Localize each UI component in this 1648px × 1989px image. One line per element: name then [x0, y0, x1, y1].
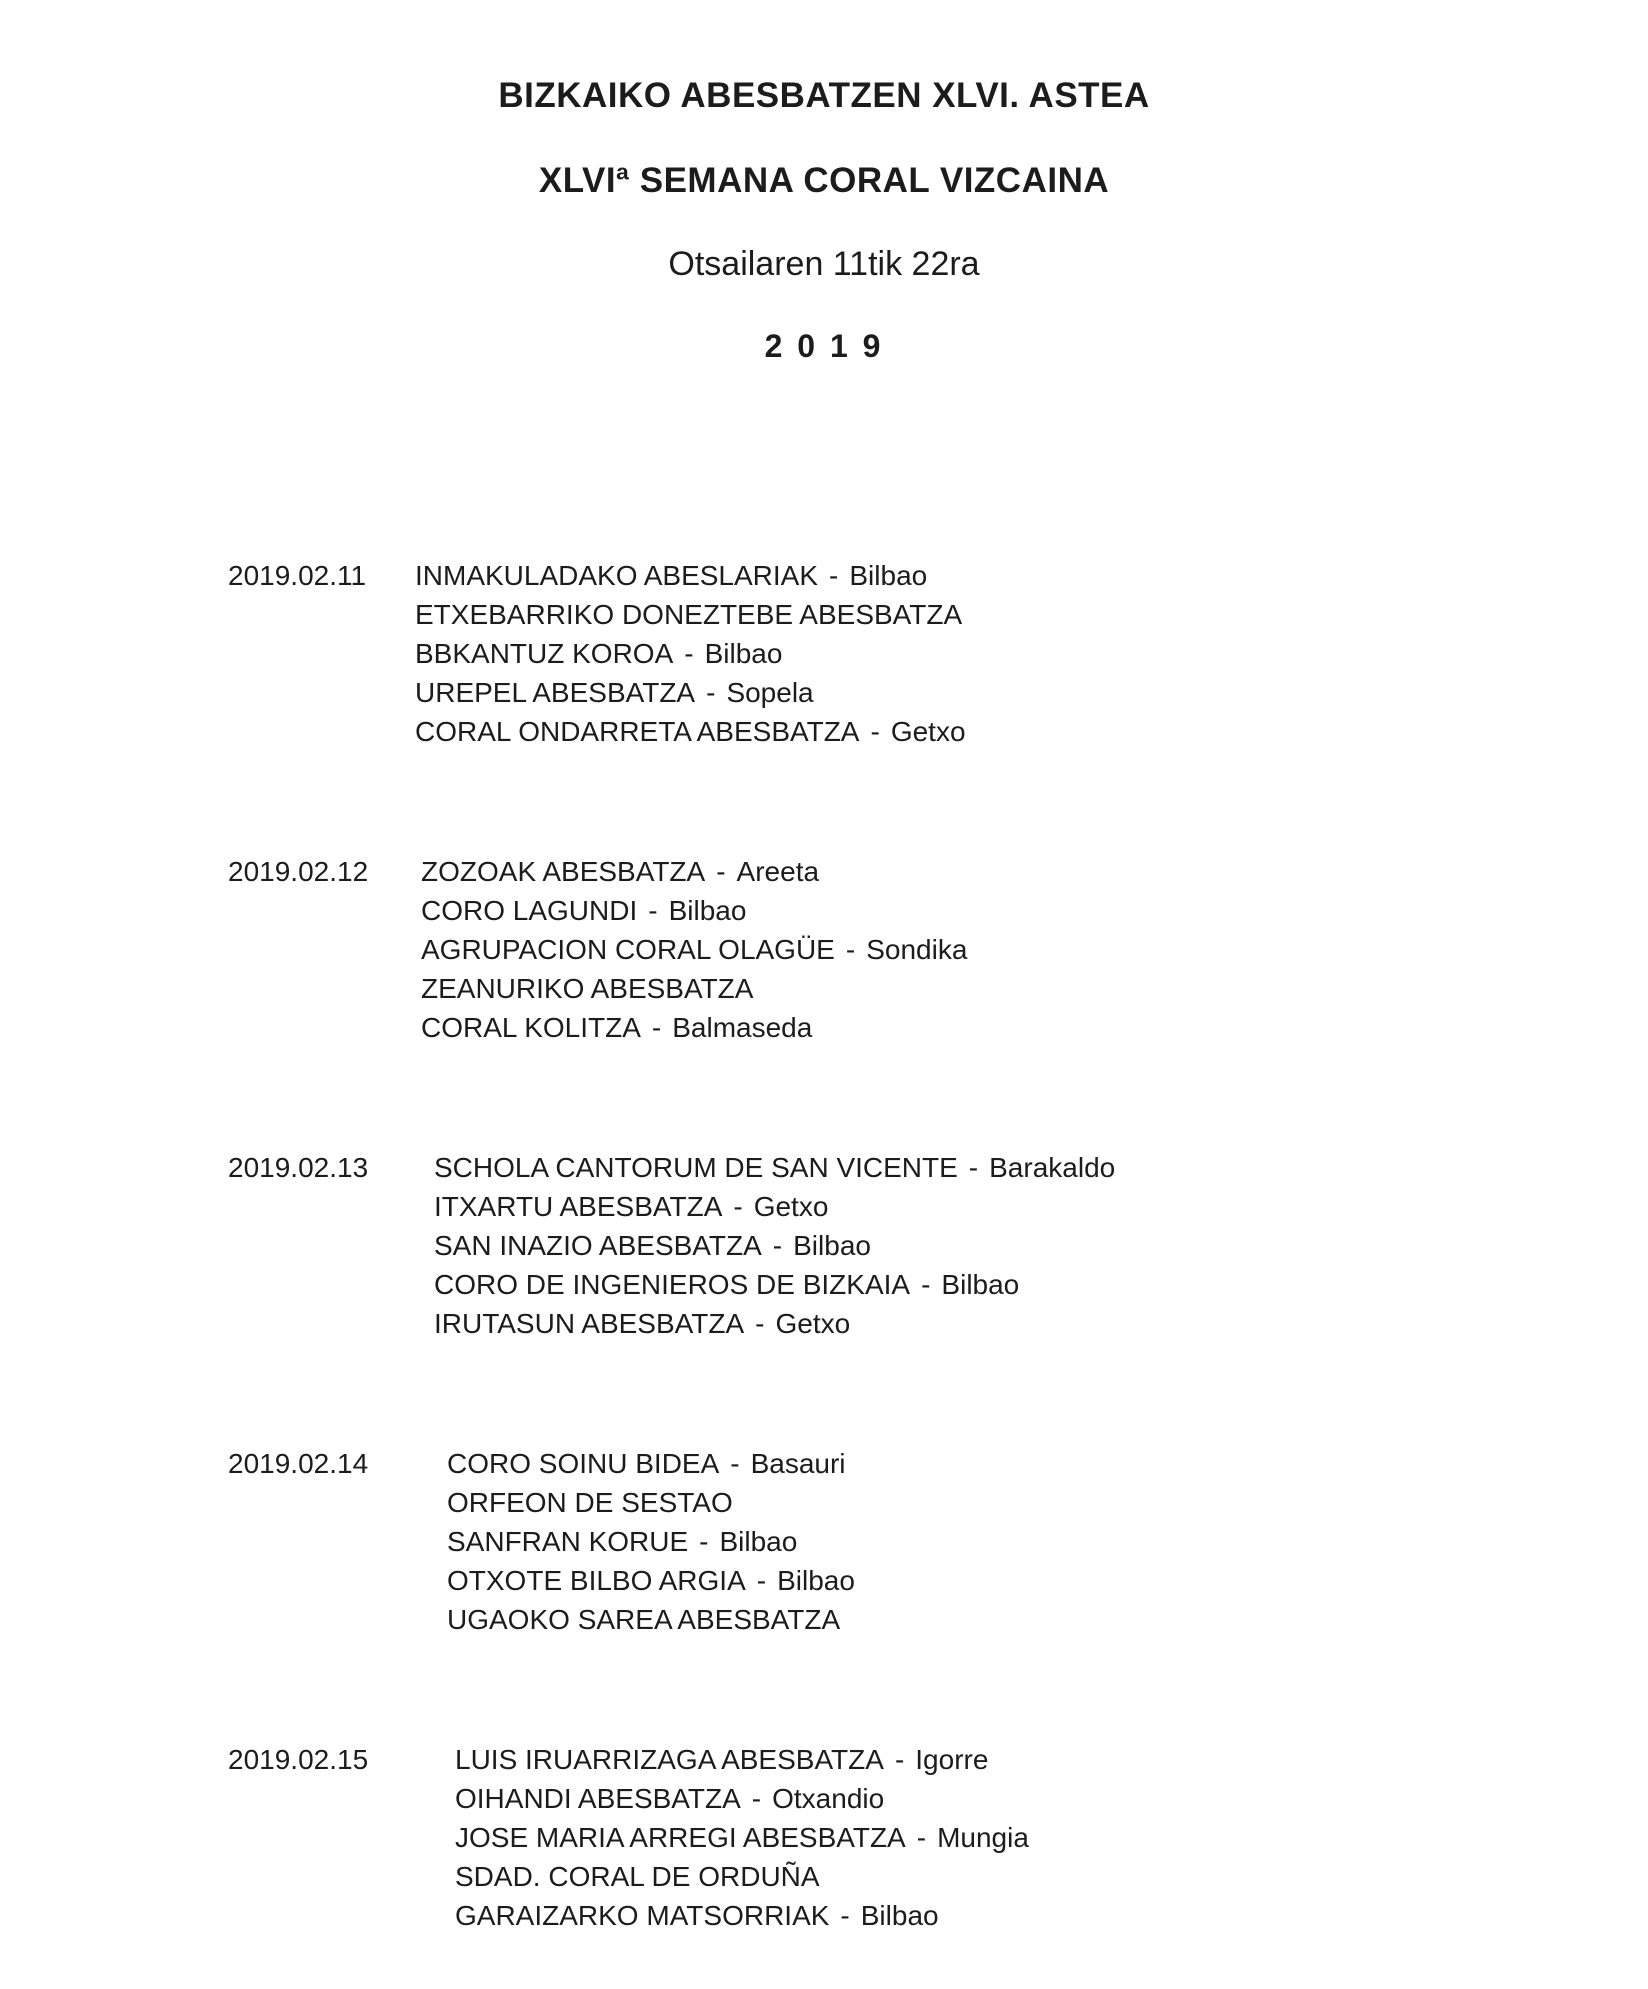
- date-label: 2019.02.12: [228, 856, 369, 887]
- name-location-separator: -: [756, 1565, 767, 1596]
- choir-entry: [447, 1522, 855, 1561]
- choir-location: Getxo: [775, 1308, 851, 1339]
- choir-entry: [455, 1818, 1029, 1857]
- choir-name: ITXARTU ABESBATZA: [434, 1191, 723, 1222]
- day-block: [0, 1740, 1648, 1935]
- choir-entry: [421, 930, 967, 969]
- choir-entry: [447, 1444, 855, 1483]
- choir-name: BBKANTUZ KOROA: [415, 638, 674, 669]
- name-location-separator: -: [894, 1744, 905, 1775]
- choir-location: Bilbao: [719, 1526, 798, 1557]
- choir-location: Balmaseda: [672, 1012, 813, 1043]
- entries-list: [434, 1148, 1115, 1343]
- choir-entry: [447, 1600, 855, 1639]
- choir-location: Basauri: [750, 1448, 846, 1479]
- choir-name: UREPEL ABESBATZA: [415, 677, 696, 708]
- choir-entry: [421, 1008, 967, 1047]
- choir-location: Sopela: [726, 677, 814, 708]
- choir-location: Sondika: [866, 934, 968, 965]
- day-block: [0, 1148, 1648, 1343]
- entries-list: [455, 1740, 1029, 1935]
- choir-entry: [434, 1304, 1115, 1343]
- choir-location: Igorre: [915, 1744, 989, 1775]
- choir-name: OTXOTE BILBO ARGIA: [447, 1565, 746, 1596]
- choir-entry: [447, 1561, 855, 1600]
- choir-name: ETXEBARRIKO DONEZTEBE ABESBATZA: [415, 599, 963, 630]
- name-location-separator: -: [706, 677, 716, 708]
- title-basque: BIZKAIKO ABESBATZEN XLVI. ASTEA: [498, 76, 1150, 115]
- choir-entry: [434, 1187, 1115, 1226]
- title-spanish: XLVIª SEMANA CORAL VIZCAINA: [538, 161, 1110, 200]
- choir-entry: [455, 1896, 1029, 1935]
- choir-entry: [421, 891, 967, 930]
- choir-name: CORO LAGUNDI: [421, 895, 638, 926]
- choir-entry: [447, 1483, 855, 1522]
- name-location-separator: -: [968, 1152, 979, 1183]
- date-label: 2019.02.14: [228, 1448, 369, 1479]
- choir-name: ZOZOAK ABESBATZA: [421, 856, 706, 887]
- choir-entry: [455, 1740, 1029, 1779]
- name-location-separator: -: [870, 716, 880, 747]
- choir-name: JOSE MARIA ARREGI ABESBATZA: [455, 1822, 906, 1853]
- choir-entry: [434, 1265, 1115, 1304]
- choir-name: CORAL ONDARRETA ABESBATZA: [415, 716, 860, 747]
- name-location-separator: -: [921, 1269, 931, 1300]
- choir-name: ORFEON DE SESTAO: [447, 1487, 733, 1518]
- name-location-separator: -: [772, 1230, 783, 1261]
- choir-entry: [421, 852, 967, 891]
- date-label: 2019.02.15: [228, 1744, 369, 1775]
- choir-location: Barakaldo: [989, 1152, 1116, 1183]
- name-location-separator: -: [845, 934, 856, 965]
- day-block: [0, 1444, 1648, 1639]
- schedule-list: [0, 556, 1648, 1989]
- name-location-separator: -: [699, 1526, 709, 1557]
- date-label: 2019.02.13: [228, 1152, 369, 1183]
- choir-name: SAN INAZIO ABESBATZA: [434, 1230, 762, 1261]
- name-location-separator: -: [730, 1448, 740, 1479]
- choir-name: CORO DE INGENIEROS DE BIZKAIA: [434, 1269, 911, 1300]
- choir-entry: [415, 673, 966, 712]
- choir-name: UGAOKO SAREA ABESBATZA: [447, 1604, 841, 1635]
- choir-location: Bilbao: [941, 1269, 1020, 1300]
- choir-location: Areeta: [736, 856, 820, 887]
- choir-location: Bilbao: [849, 560, 928, 591]
- choir-location: Bilbao: [668, 895, 747, 926]
- choir-entry: [415, 595, 966, 634]
- name-location-separator: -: [684, 638, 694, 669]
- choir-name: ZEANURIKO ABESBATZA: [421, 973, 754, 1004]
- choir-location: Bilbao: [704, 638, 783, 669]
- entries-list: [447, 1444, 855, 1639]
- name-location-separator: -: [829, 560, 839, 591]
- choir-location: Mungia: [937, 1822, 1029, 1853]
- choir-location: Bilbao: [793, 1230, 871, 1261]
- name-location-separator: -: [840, 1900, 850, 1931]
- choir-location: Bilbao: [777, 1565, 855, 1596]
- choir-entry: [415, 712, 966, 751]
- choir-name: SCHOLA CANTORUM DE SAN VICENTE: [434, 1152, 958, 1183]
- name-location-separator: -: [648, 895, 658, 926]
- name-location-separator: -: [916, 1822, 927, 1853]
- name-location-separator: -: [751, 1783, 762, 1814]
- choir-entry: [434, 1148, 1115, 1187]
- choir-name: OIHANDI ABESBATZA: [455, 1783, 741, 1814]
- choir-name: INMAKULADAKO ABESLARIAK: [415, 560, 819, 591]
- choir-name: SANFRAN KORUE: [447, 1526, 689, 1557]
- choir-name: AGRUPACION CORAL OLAGÜE: [421, 934, 835, 965]
- choir-name: IRUTASUN ABESBATZA: [434, 1308, 745, 1339]
- choir-entry: [421, 969, 967, 1008]
- name-location-separator: -: [651, 1012, 662, 1043]
- choir-entry: [434, 1226, 1115, 1265]
- choir-entry: [455, 1857, 1029, 1896]
- choir-name: GARAIZARKO MATSORRIAK: [455, 1900, 830, 1931]
- choir-location: Getxo: [753, 1191, 829, 1222]
- choir-name: CORO SOINU BIDEA: [447, 1448, 720, 1479]
- day-block: [0, 852, 1648, 1047]
- name-location-separator: -: [733, 1191, 743, 1222]
- name-location-separator: -: [716, 856, 726, 887]
- choir-entry: [415, 634, 966, 673]
- entries-list: [415, 556, 966, 751]
- choir-name: LUIS IRUARRIZAGA ABESBATZA: [455, 1744, 884, 1775]
- entries-list: [421, 852, 967, 1047]
- choir-name: CORAL KOLITZA: [421, 1012, 641, 1043]
- choir-name: SDAD. CORAL DE ORDUÑA: [455, 1861, 820, 1892]
- name-location-separator: -: [755, 1308, 765, 1339]
- day-block: [0, 556, 1648, 751]
- year: 2 0 1 9: [764, 328, 884, 364]
- choir-entry: [415, 556, 966, 595]
- date-range: Otsailaren 11tik 22ra: [668, 245, 980, 283]
- choir-location: Getxo: [890, 716, 966, 747]
- choir-location: Otxandio: [772, 1783, 885, 1814]
- date-label: 2019.02.11: [228, 560, 367, 591]
- choir-location: Bilbao: [860, 1900, 939, 1931]
- choir-entry: [455, 1779, 1029, 1818]
